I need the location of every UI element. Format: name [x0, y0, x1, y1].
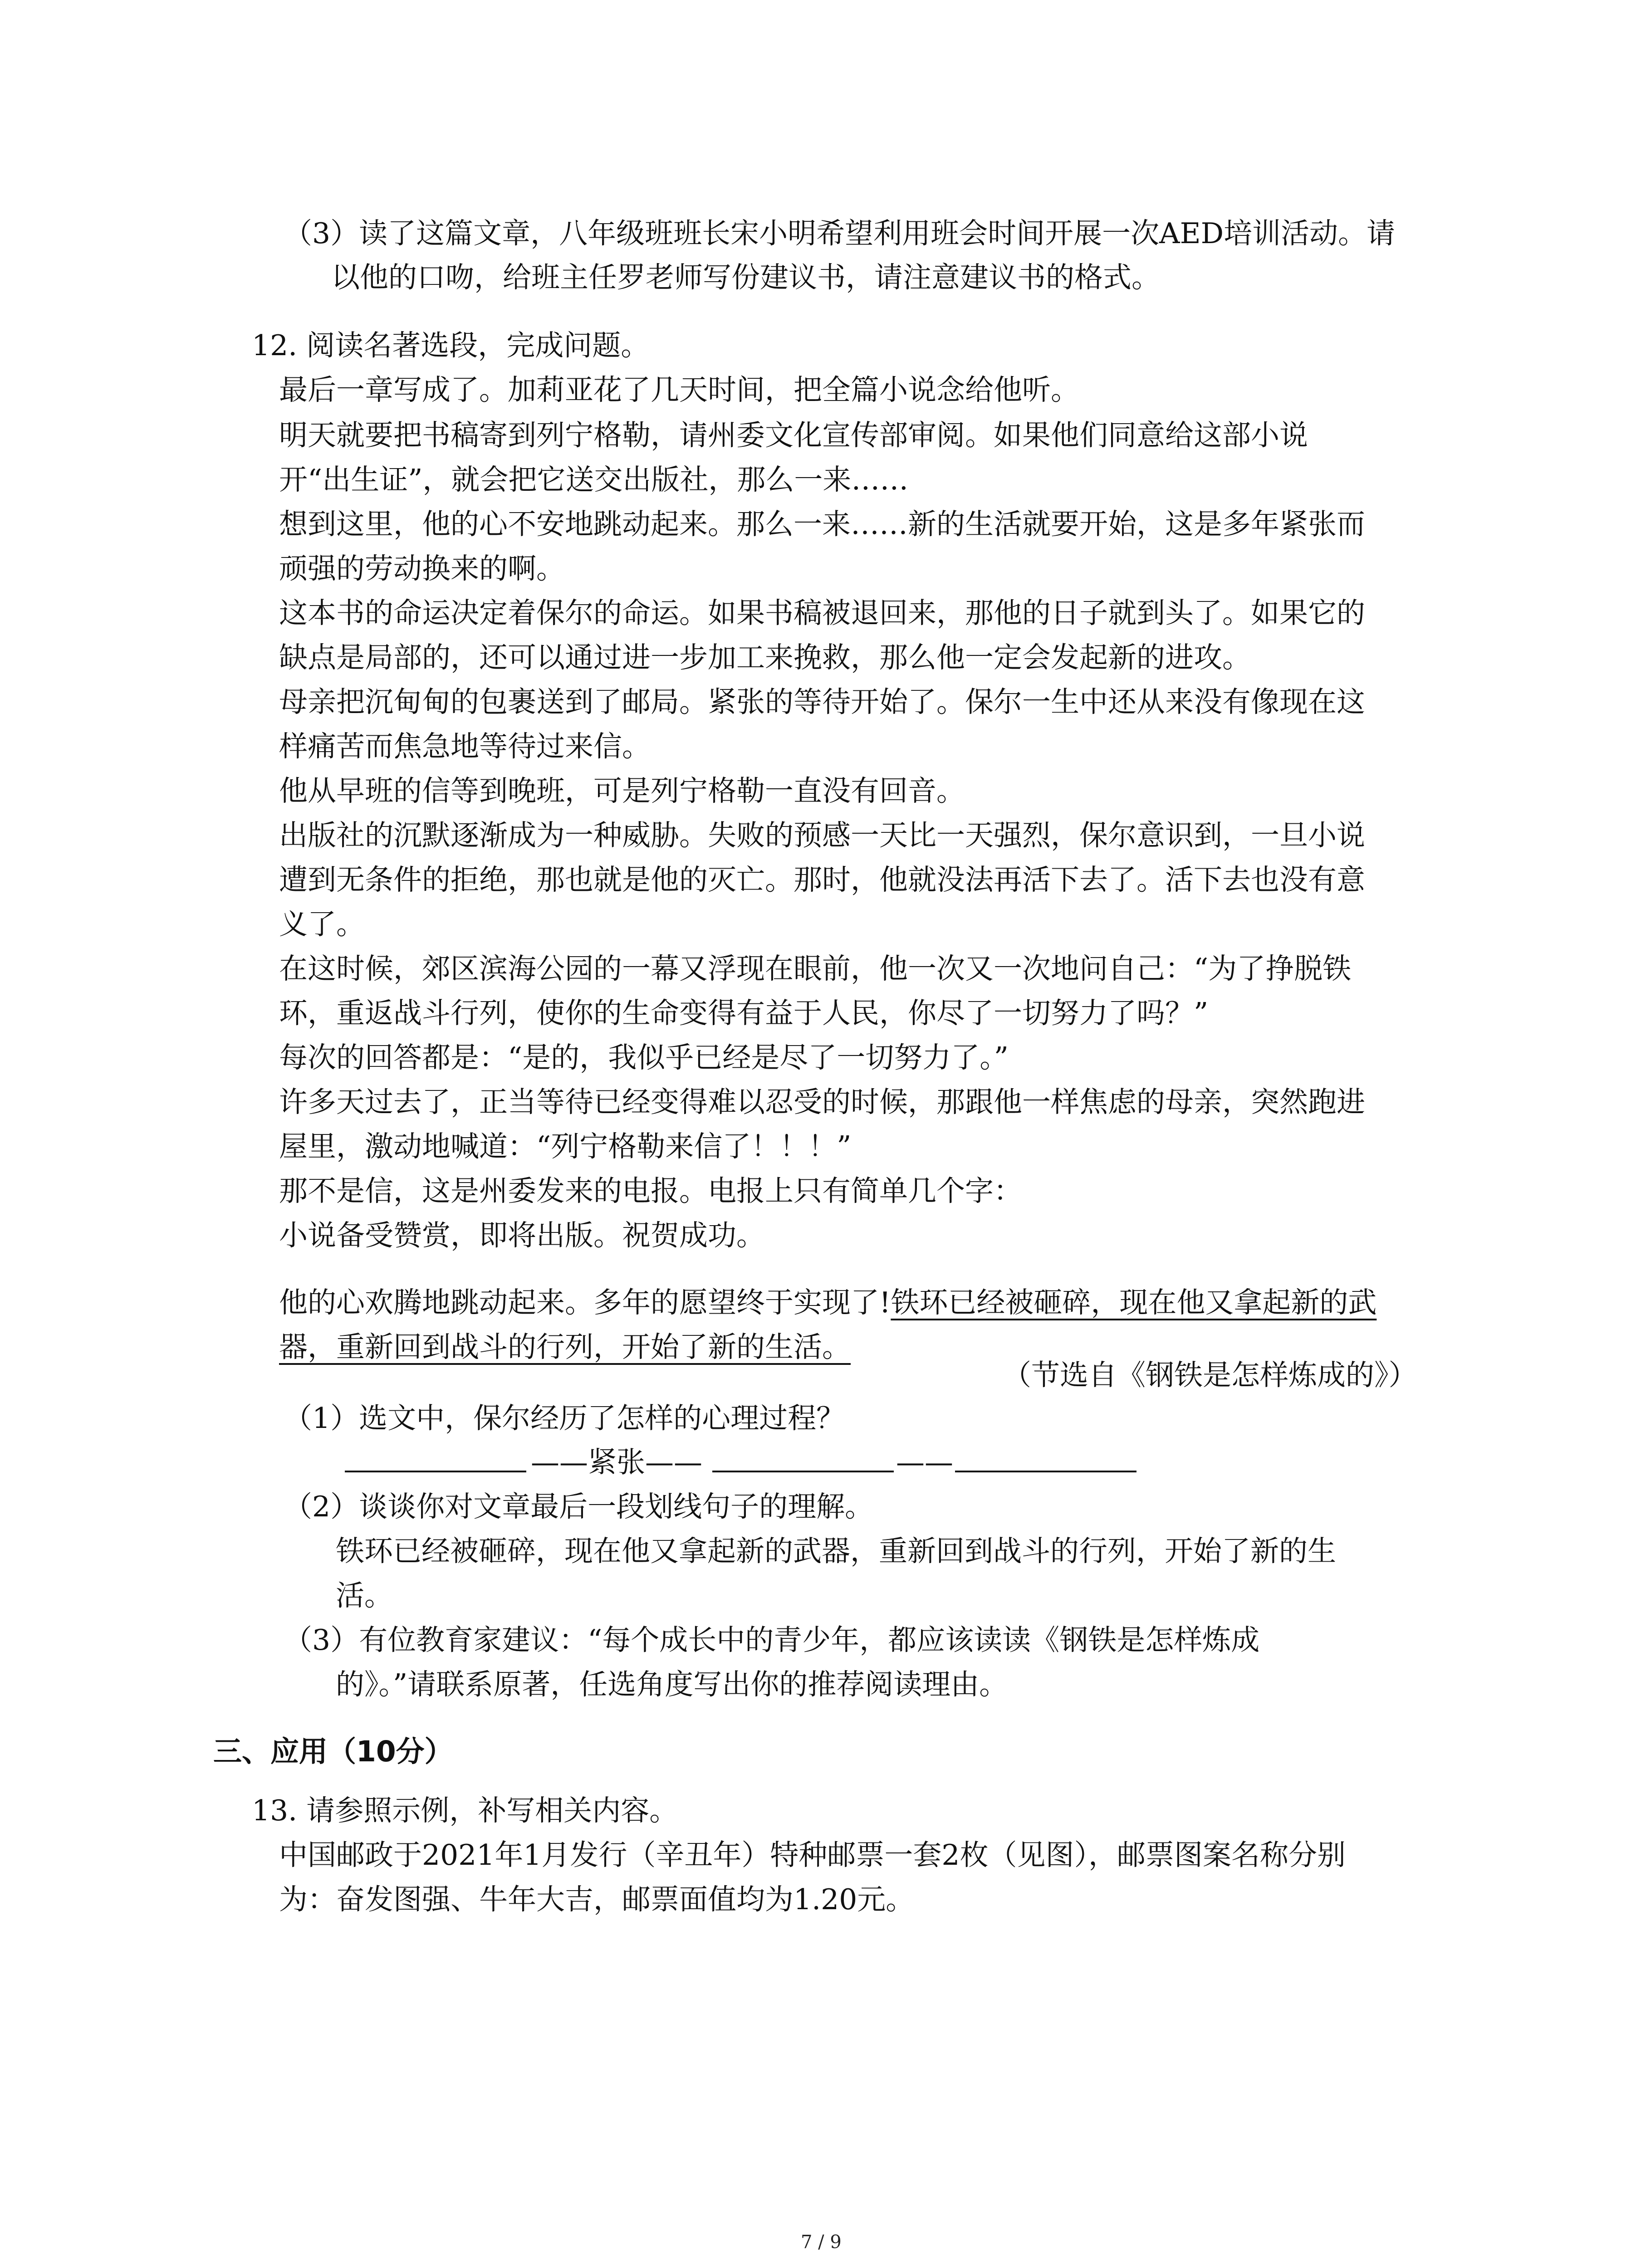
passage-line: 最后一章写成了。加莉亚花了几天时间，把全篇小说念给他听。: [279, 373, 1079, 406]
emotion-label-tense: ——紧张——: [531, 1446, 702, 1479]
passage-last-line-2: [279, 1330, 851, 1364]
q13-heading: 13. 请参照示例，补写相关内容。: [252, 1794, 678, 1827]
q13-line2: 为：奋发图强、牛年大吉，邮票面值均为1.20元。: [279, 1883, 915, 1916]
passage-line: 小说备受赞赏，即将出版。祝贺成功。: [279, 1219, 765, 1252]
q11-sub3-line1: （3）读了这篇文章，八年级班班长宋小明希望利用班会时间开展一次AED培训活动。请: [284, 217, 1396, 250]
passage-line: 义了。: [279, 908, 365, 941]
q12-sub3-line2: 的》。”请联系原著，任选角度写出你的推荐阅读理由。: [336, 1668, 1008, 1701]
answer-blank-3[interactable]: [955, 1471, 1136, 1472]
passage-line: 缺点是局部的，还可以通过进一步加工来挽救，那么他一定会发起新的进攻。: [279, 641, 1251, 674]
answer-blank-2[interactable]: [712, 1471, 894, 1472]
passage-line: 开“出生证”，就会把它送交出版社，那么一来……: [279, 463, 909, 496]
passage-line: 许多天过去了，正当等待已经变得难以忍受的时候，那跟他一样焦虑的母亲，突然跑进: [279, 1085, 1365, 1119]
passage-line: 顽强的劳动换来的啊。: [279, 552, 565, 585]
passage-last-plain: 他的心欢腾地跳动起来。多年的愿望终于实现了!: [279, 1286, 891, 1319]
source-note: （节选自《钢铁是怎样炼成的》）: [1003, 1359, 1417, 1392]
passage-line: 在这时候，郊区滨海公园的一幕又浮现在眼前，他一次又一次地问自己：“为了挣脱铁: [279, 952, 1352, 985]
passage-line: 样痛苦而焦急地等待过来信。: [279, 730, 651, 763]
q12-sub2-quote-2: 活。: [336, 1579, 393, 1612]
q12-sub2-quote-1: 铁环已经被砸碎，现在他又拿起新的武器，重新回到战斗的行列，开始了新的生: [336, 1535, 1336, 1568]
passage-line: 这本书的命运决定着保尔的命运。如果书稿被退回来，那他的日子就到头了。如果它的: [279, 596, 1365, 630]
passage-line: 出版社的沉默逐渐成为一种威胁。失败的预感一天比一天强烈，保尔意识到，一旦小说: [279, 819, 1365, 852]
passage-line: 遭到无条件的拒绝，那也就是他的灭亡。那时，他就没法再活下去了。活下去也没有意: [279, 863, 1365, 896]
section-three-heading: 三、应用（10分）: [213, 1735, 453, 1768]
passage-line: 明天就要把书稿寄到列宁格勒，请州委文化宣传部审阅。如果他们同意给这部小说: [279, 419, 1308, 452]
passage-line: 环，重返战斗行列，使你的生命变得有益于人民，你尽了一切努力了吗？”: [279, 997, 1209, 1030]
passage-line: 他从早班的信等到晚班，可是列宁格勒一直没有回音。: [279, 774, 965, 807]
passage-last-line: [279, 1288, 1376, 1317]
passage-line: 屋里，激动地喊道：“列宁格勒来信了！！！”: [279, 1130, 852, 1163]
q12-heading: 12. 阅读名著选段，完成问题。: [252, 329, 650, 362]
passage-line: 母亲把沉甸甸的包裹送到了邮局。紧张的等待开始了。保尔一生中还从来没有像现在这: [279, 685, 1365, 719]
passage-line: 每次的回答都是：“是的，我似乎已经是尽了一切努力了。”: [279, 1041, 1009, 1074]
dash-separator: ——: [896, 1446, 953, 1479]
page-number: 7 / 9: [801, 2232, 842, 2253]
underlined-sentence-part2: 器，重新回到战斗的行列，开始了新的生活。: [279, 1330, 851, 1364]
passage-line: 那不是信，这是州委发来的电报。电报上只有简单几个字：: [279, 1174, 1022, 1207]
q12-sub3-line1: （3）有位教育家建议：“每个成长中的青少年，都应该读读《钢铁是怎样炼成: [284, 1623, 1260, 1657]
underlined-sentence-part1: 铁环已经被砸碎，现在他又拿起新的武: [891, 1286, 1377, 1319]
q12-sub1: （1）选文中，保尔经历了怎样的心理过程？: [284, 1402, 845, 1435]
q13-line1: 中国邮政于2021年1月发行（辛丑年）特种邮票一套2枚（见图），邮票图案名称分别: [279, 1838, 1346, 1872]
answer-blank-1[interactable]: [345, 1471, 526, 1472]
passage-line: 想到这里，他的心不安地跳动起来。那么一来……新的生活就要开始，这是多年紧张而: [279, 508, 1365, 541]
q12-sub2: （2）谈谈你对文章最后一段划线句子的理解。: [284, 1490, 874, 1523]
q11-sub3-line2: 以他的口吻，给班主任罗老师写份建议书，请注意建议书的格式。: [331, 261, 1160, 294]
